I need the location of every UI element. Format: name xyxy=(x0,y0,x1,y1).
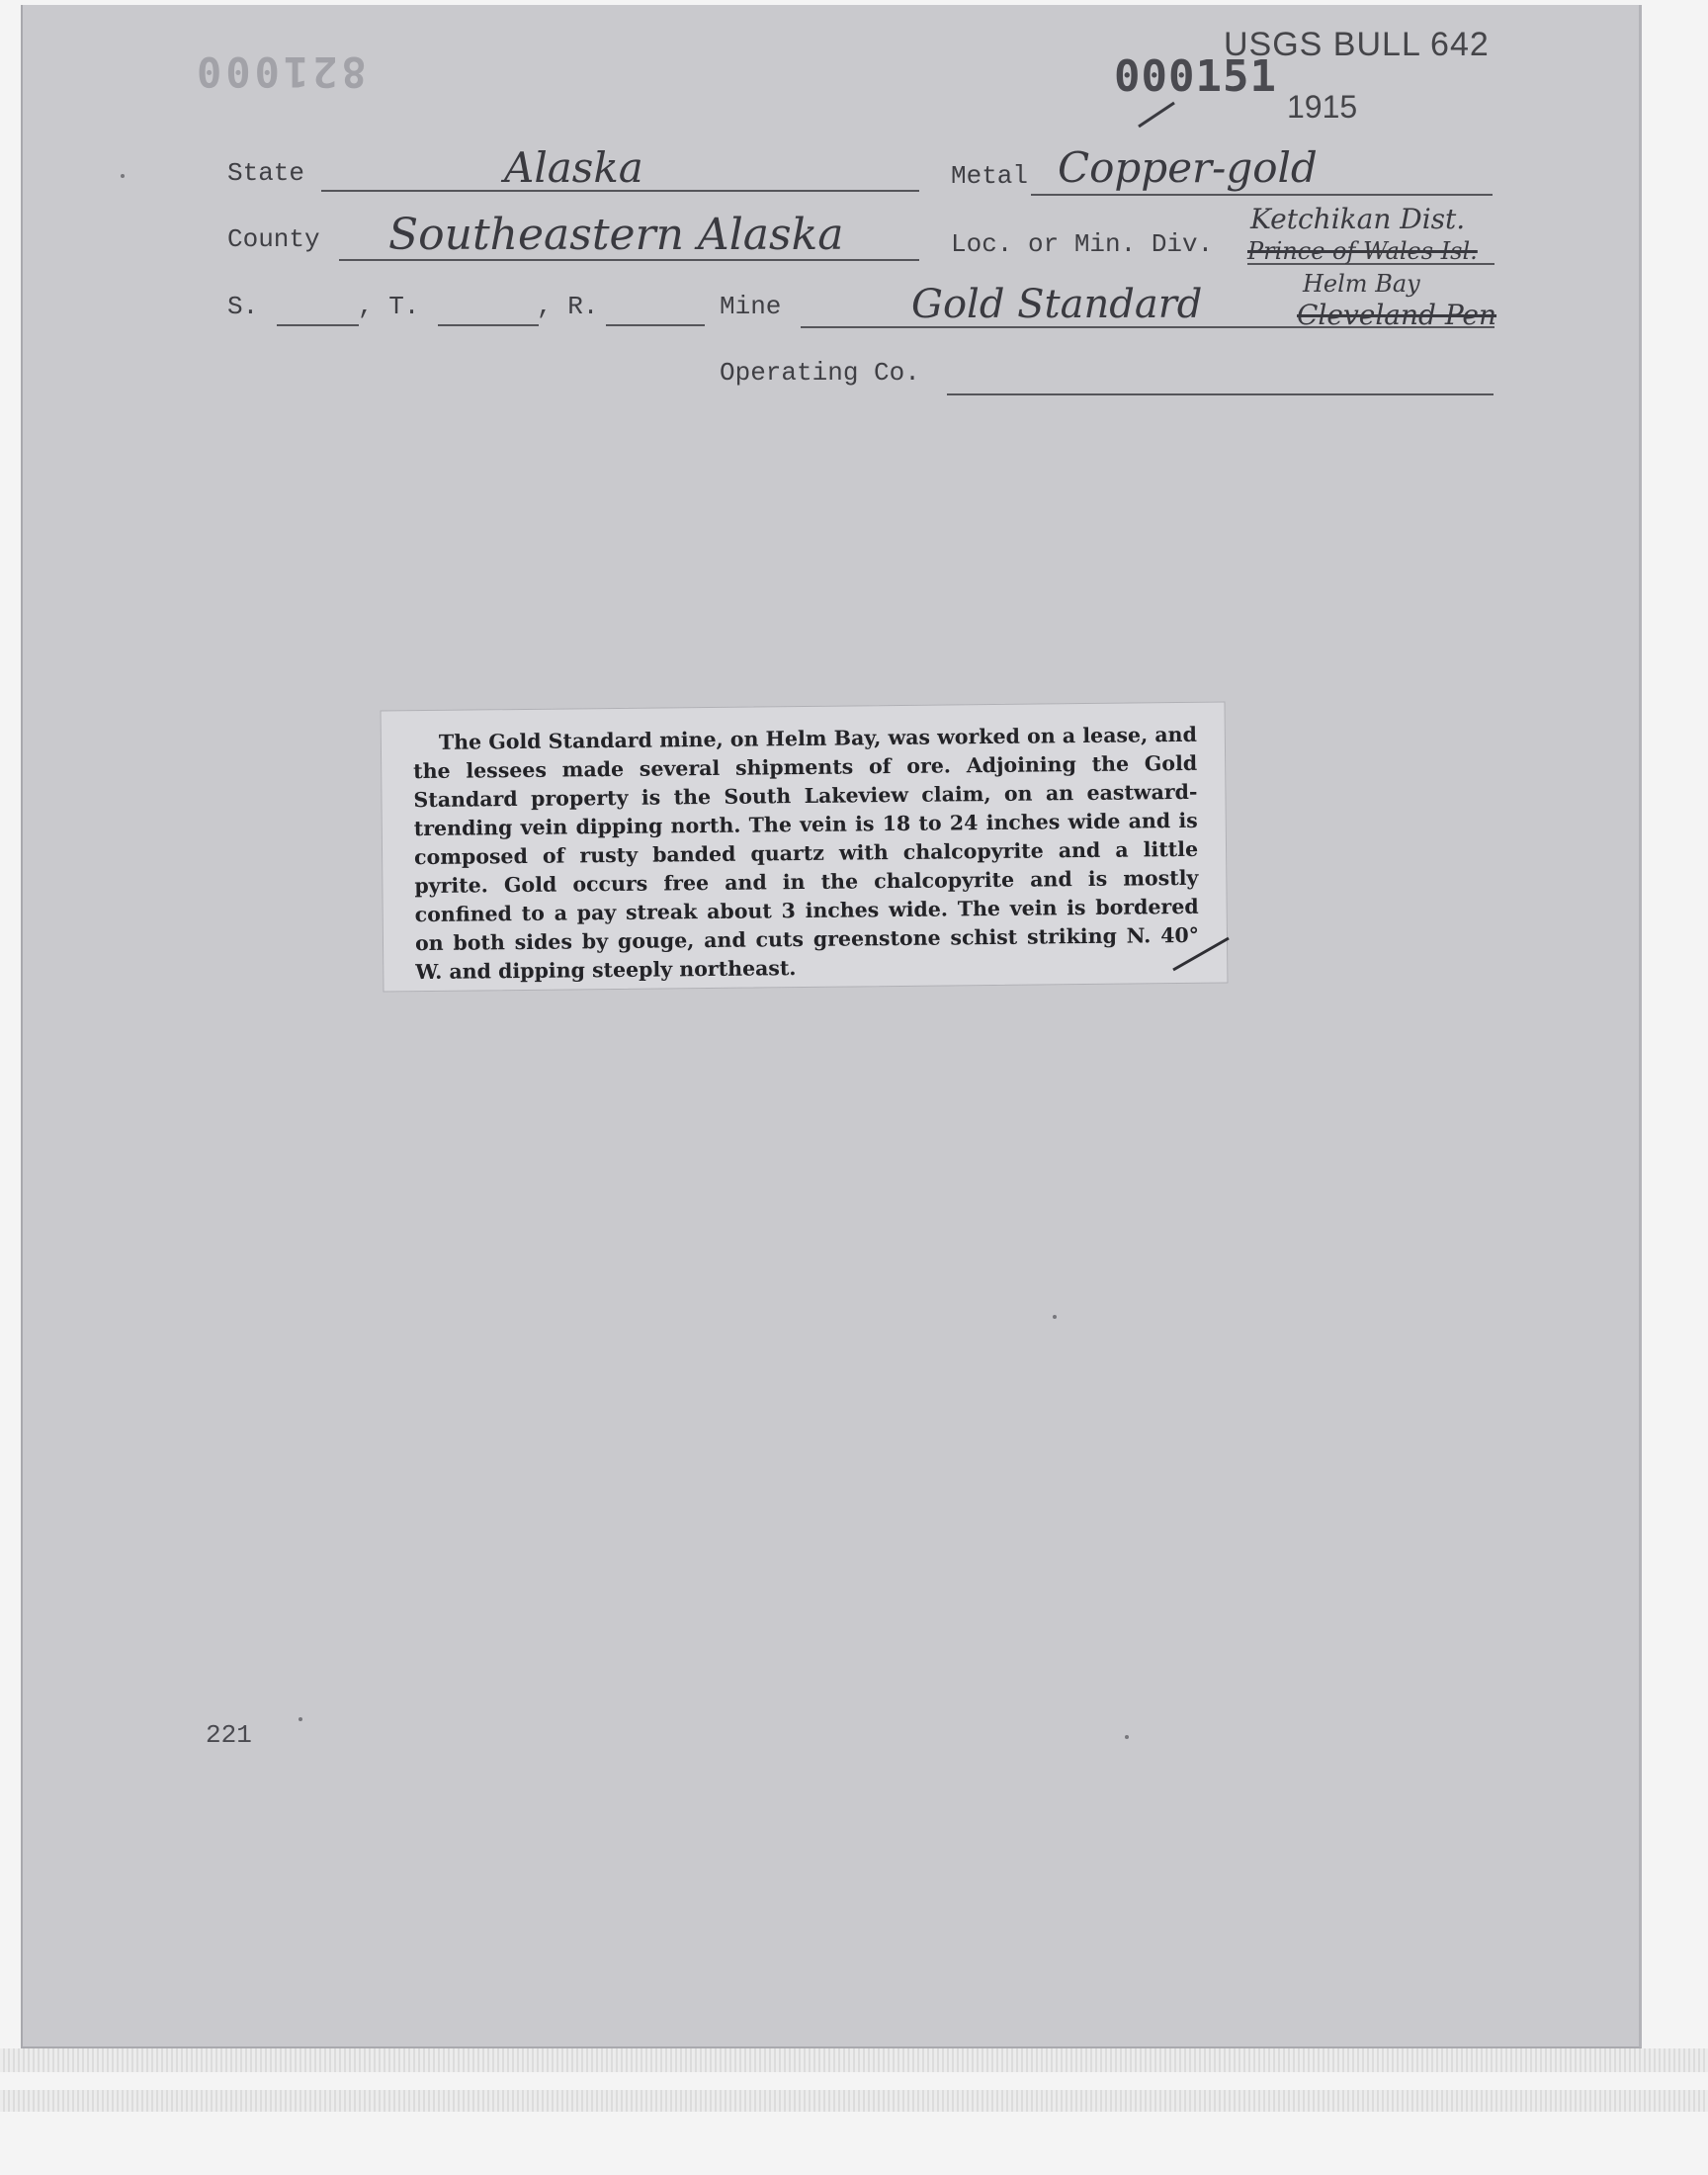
section-label: S. xyxy=(227,292,259,321)
township-line xyxy=(438,324,539,326)
pen-tick-icon xyxy=(1171,934,1231,974)
loc-label: Loc. or Min. Div. xyxy=(951,229,1214,259)
county-value: Southeastern Alaska xyxy=(388,210,844,260)
metal-line xyxy=(1031,194,1493,196)
clipping-text: The Gold Standard mine, on Helm Bay, was worked on a lease, and the lessees made several shipments of ore. Adjoining the Gold Standard property is the South Lakeview claim, on an eastward-trending vein dipping north. The vein is 18 to 24 inches wide and is composed of rusty banded quartz with chalcopyrite and a little pyrite. Gold occurs free and in the chalcopyrite and is mostly confined to a pay streak about 3 inches wide. The vein is bordered on both sides by gouge, and cuts greenstone schist striking N. 40° W. and dipping steeply northeast. xyxy=(413,722,1200,985)
speck xyxy=(299,1717,302,1721)
range-line xyxy=(606,324,705,326)
check-mark-icon xyxy=(1137,99,1176,129)
loc-value-struck: Prince of Wales Isl. xyxy=(1247,237,1478,265)
mine-note-struck: Cleveland Pen xyxy=(1297,299,1497,331)
operating-line xyxy=(947,393,1494,395)
scan-edge-strip xyxy=(0,2048,1708,2112)
state-value: Alaska xyxy=(504,143,643,192)
range-label: , R. xyxy=(537,292,599,321)
operating-label: Operating Co. xyxy=(720,358,920,388)
township-label: , T. xyxy=(358,292,420,321)
mine-label: Mine xyxy=(720,292,782,321)
metal-label: Metal xyxy=(951,161,1029,191)
speck xyxy=(1125,1735,1129,1739)
county-label: County xyxy=(227,224,320,254)
section-line xyxy=(277,324,359,326)
record-stamp-number: 000151 xyxy=(1114,51,1277,102)
bulletin-year: 1915 xyxy=(1287,89,1358,125)
metal-value: Copper-gold xyxy=(1058,143,1318,192)
page-number: 221 xyxy=(206,1720,252,1750)
speck xyxy=(1053,1315,1057,1319)
newspaper-clipping xyxy=(381,702,1229,993)
speck xyxy=(121,174,125,178)
faint-stamp-number: 821000 xyxy=(193,47,367,96)
bulletin-reference: USGS BULL 642 xyxy=(1224,26,1490,63)
state-label: State xyxy=(227,158,305,188)
mine-value: Gold Standard xyxy=(911,282,1203,327)
mine-note: Helm Bay xyxy=(1303,270,1420,298)
loc-value: Ketchikan Dist. xyxy=(1250,203,1466,235)
